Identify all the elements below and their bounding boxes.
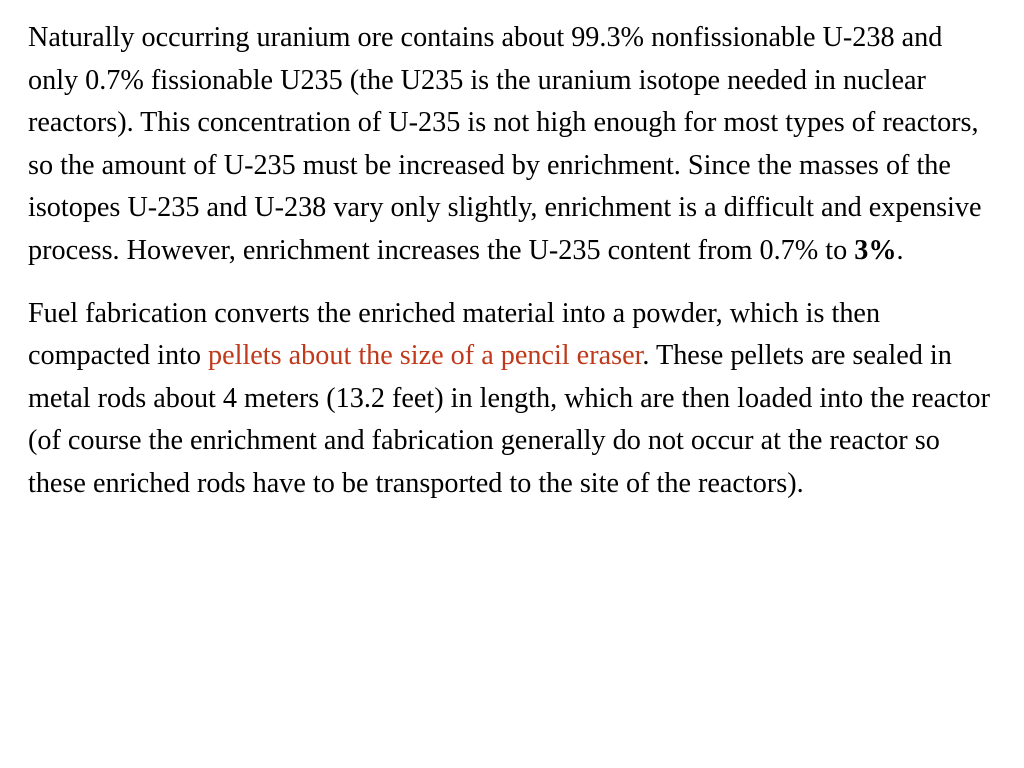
- pellets-highlight-text: pellets about the size of a pencil eraser: [208, 340, 643, 372]
- paragraph1-text-before: Naturally occurring uranium ore contains about 99.3% nonfissionable U-238 and only 0.7% fissionable U235 (the U235 is the uranium isotope needed in nuclear reactors). This concentration of U-235 is not high enough for most types of reactors, so the amount of U-235 must be increased by enrichment. Since the masses of the isotopes U-235 and U-238 vary only slightly, enrichment is a difficult and expensive process. However, enrichment increases the U-235 content from 0.7% to: [28, 22, 982, 266]
- paragraph-uranium-enrichment: [28, 17, 996, 273]
- enrichment-percent-bold: 3%: [854, 234, 897, 266]
- paragraph1-text-after: .: [896, 234, 904, 266]
- paragraph-fuel-fabrication: [28, 293, 996, 506]
- paragraph2-text-after: . These pellets are sealed in metal rods about 4 meters (13.2 feet) in length, which are then loaded into the reactor (of course the enrichment and fabrication generally do not occur at the reactor so these enriched rods have to be transported to the site of the reactors).: [28, 340, 990, 499]
- paragraph2-text-before: Fuel fabrication converts the enriched material into a powder, which is then compacted into: [28, 297, 881, 372]
- slide-body: [28, 17, 996, 506]
